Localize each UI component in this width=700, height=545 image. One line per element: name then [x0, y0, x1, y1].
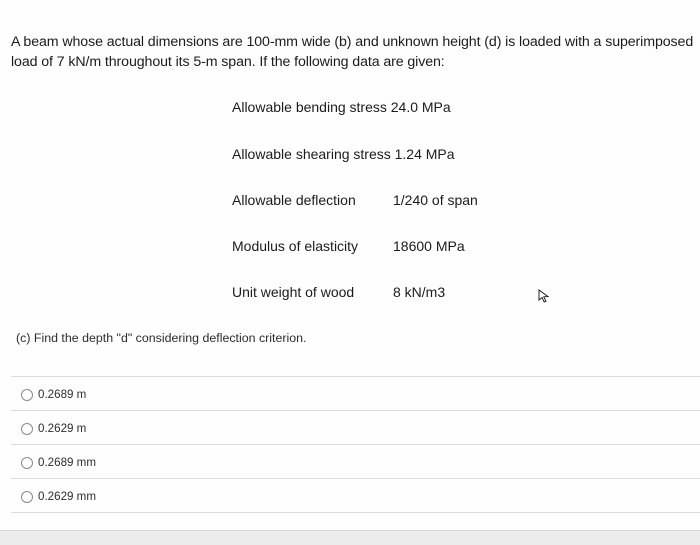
given-label: Unit weight of wood [232, 284, 355, 300]
radio-button-icon[interactable] [21, 389, 33, 401]
answer-option-label: 0.2689 m [38, 388, 87, 401]
answer-option-label: 0.2629 mm [38, 490, 96, 503]
given-value: 18600 MPa [393, 238, 465, 254]
answer-option-label: 0.2689 mm [38, 456, 96, 469]
mouse-pointer-icon [537, 289, 551, 303]
given-label: Allowable bending stress 24.0 MPa [232, 99, 451, 115]
radio-button-icon[interactable] [21, 457, 33, 469]
given-label: Allowable shearing stress 1.24 MPa [232, 146, 455, 162]
given-value: 8 kN/m3 [393, 284, 446, 300]
answer-option[interactable] [11, 411, 700, 445]
answer-options [11, 376, 700, 513]
answer-option[interactable] [11, 445, 700, 479]
answer-option-label: 0.2629 m [38, 422, 87, 435]
problem-statement [11, 32, 695, 72]
given-value: 1/240 of span [393, 192, 478, 208]
problem-line-1: A beam whose actual dimensions are 100-mm wide (b) and unknown height (d) is loaded with a superimposed [11, 34, 694, 50]
given-label: Modulus of elasticity [232, 238, 359, 254]
bottom-edge [0, 530, 700, 545]
question-text: (c) Find the depth "d" considering deflection criterion. [16, 331, 307, 345]
answer-option[interactable] [11, 479, 700, 513]
radio-button-icon[interactable] [21, 423, 33, 435]
problem-line-2: load of 7 kN/m throughout its 5-m span. If the following data are given: [11, 54, 445, 70]
radio-button-icon[interactable] [21, 491, 33, 503]
answer-option[interactable] [11, 376, 700, 411]
given-label: Allowable deflection [232, 192, 356, 208]
